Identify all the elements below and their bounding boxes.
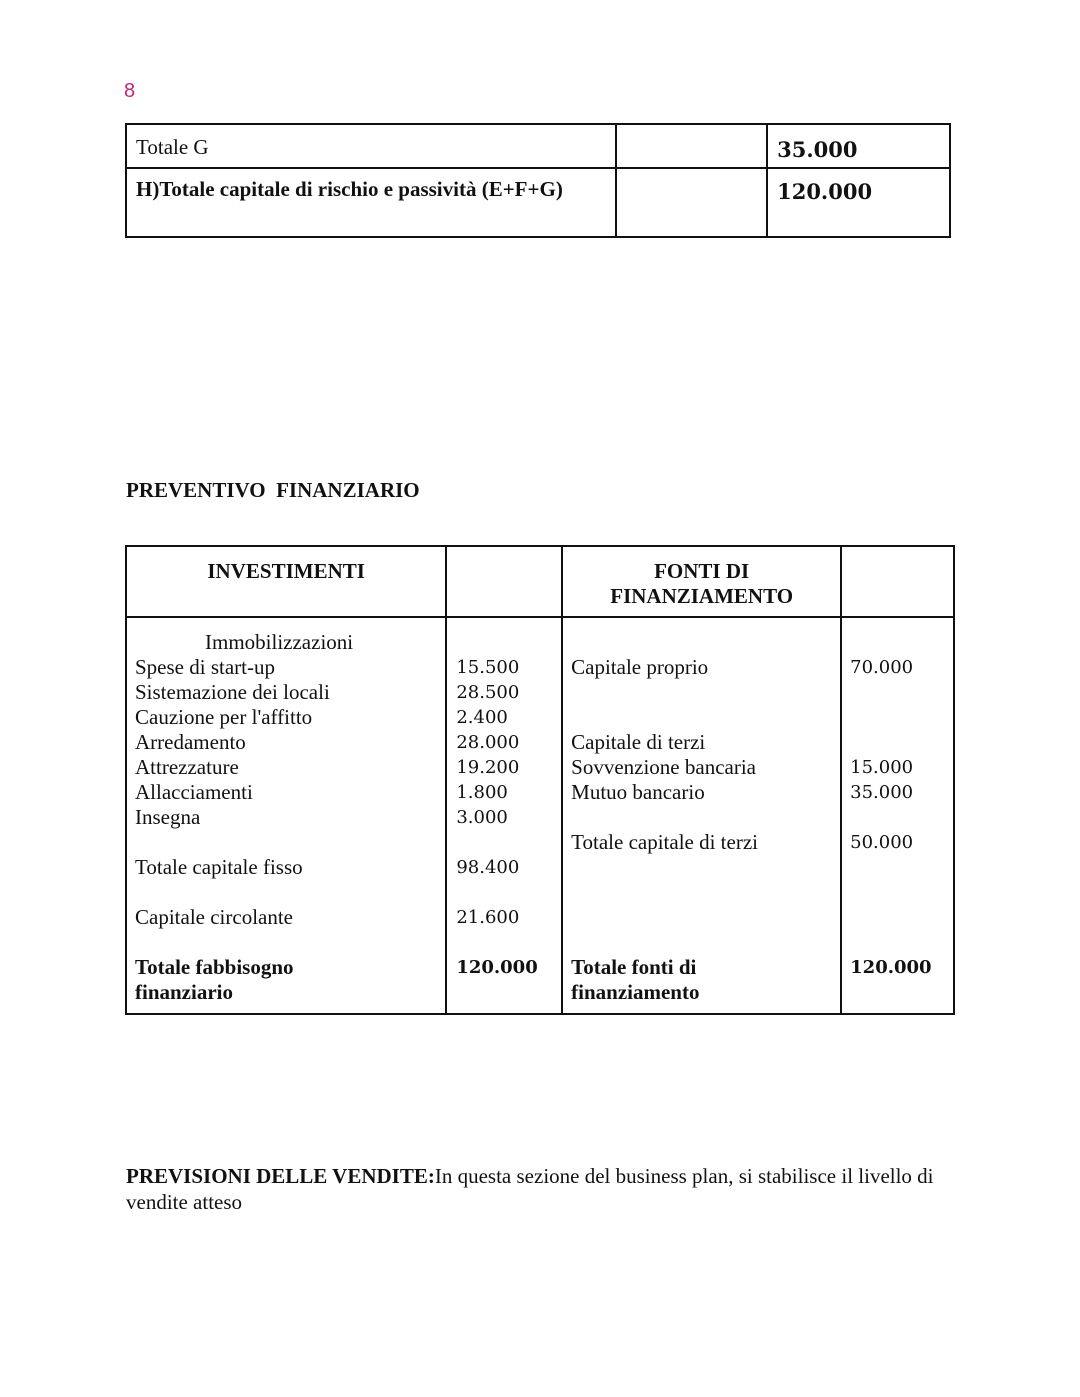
empty-cell — [616, 168, 767, 237]
investments-header-label: INVESTIMENTI — [207, 559, 365, 583]
list-item: Sovvenzione bancaria — [571, 755, 756, 779]
funding-header — [562, 546, 841, 617]
group-label: Immobilizzazioni — [205, 630, 354, 654]
empty-cell — [841, 546, 954, 617]
capital-summary-table — [125, 123, 951, 238]
table-row — [126, 124, 950, 168]
row-label: Totale G — [126, 124, 616, 168]
total-funding-label: Totale fonti di finanziamento — [571, 955, 700, 1004]
working-capital-label: Capitale circolante — [135, 905, 294, 929]
debt-label: Capitale di terzi — [571, 730, 706, 754]
list-item: Attrezzature — [135, 755, 239, 779]
list-item: Arredamento — [135, 730, 246, 754]
item-value: 19.200 — [456, 757, 520, 778]
empty-cell — [446, 546, 562, 617]
list-item: Insegna — [135, 805, 201, 829]
table-body-row — [126, 617, 954, 1014]
item-value: 1.800 — [456, 782, 508, 803]
empty-cell — [616, 124, 767, 168]
item-value: 28.000 — [456, 732, 520, 753]
sales-forecast-paragraph — [126, 1163, 956, 1215]
section-title: PREVENTIVO FINANZIARIO — [126, 478, 420, 502]
total-funding-value: 120.000 — [850, 957, 932, 978]
total-needs-label: Totale fabbisogno finanziario — [135, 955, 294, 1004]
working-capital-value: 21.600 — [456, 907, 520, 928]
item-value: 15.000 — [850, 757, 914, 778]
equity-label: Capitale proprio — [571, 655, 709, 679]
fixed-total-value: 98.400 — [456, 857, 520, 878]
item-value: 15.500 — [456, 657, 520, 678]
item-value: 28.500 — [456, 682, 520, 703]
debt-total-value: 50.000 — [850, 832, 914, 853]
debt-total-label: Totale capitale di terzi — [571, 830, 758, 854]
row-value: 120.000 — [767, 168, 950, 237]
funding-header-label: FONTI DI FINANZIAMENTO — [610, 559, 794, 608]
financial-budget-table — [125, 545, 955, 1015]
item-value: 3.000 — [456, 807, 508, 828]
item-value: 35.000 — [850, 782, 914, 803]
table-row — [126, 168, 950, 237]
list-item: Spese di start-up — [135, 655, 275, 679]
investments-header — [126, 546, 446, 617]
list-item: Sistemazione dei locali — [135, 680, 330, 704]
list-item: Allacciamenti — [135, 780, 253, 804]
investments-labels-cell — [126, 617, 446, 1014]
equity-value: 70.000 — [850, 657, 914, 678]
row-value: 35.000 — [767, 124, 950, 168]
investments-values-cell — [446, 617, 562, 1014]
row-label: H)Totale capitale di rischio e passività (E+F+G) — [126, 168, 616, 237]
item-value: 2.400 — [456, 707, 508, 728]
total-needs-value: 120.000 — [456, 957, 538, 978]
page-number: 8 — [124, 80, 136, 102]
table-header-row — [126, 546, 954, 617]
sales-forecast-heading: PREVISIONI DELLE VENDITE: — [126, 1164, 435, 1188]
list-item: Mutuo bancario — [571, 780, 705, 804]
fixed-total-label: Totale capitale fisso — [135, 855, 303, 879]
funding-values-cell — [841, 617, 954, 1014]
list-item: Cauzione per l'affitto — [135, 705, 313, 729]
sales-forecast-text: In questa sezione del business plan, si stabilisce il livello di vendite atteso — [126, 1164, 934, 1214]
funding-labels-cell — [562, 617, 841, 1014]
